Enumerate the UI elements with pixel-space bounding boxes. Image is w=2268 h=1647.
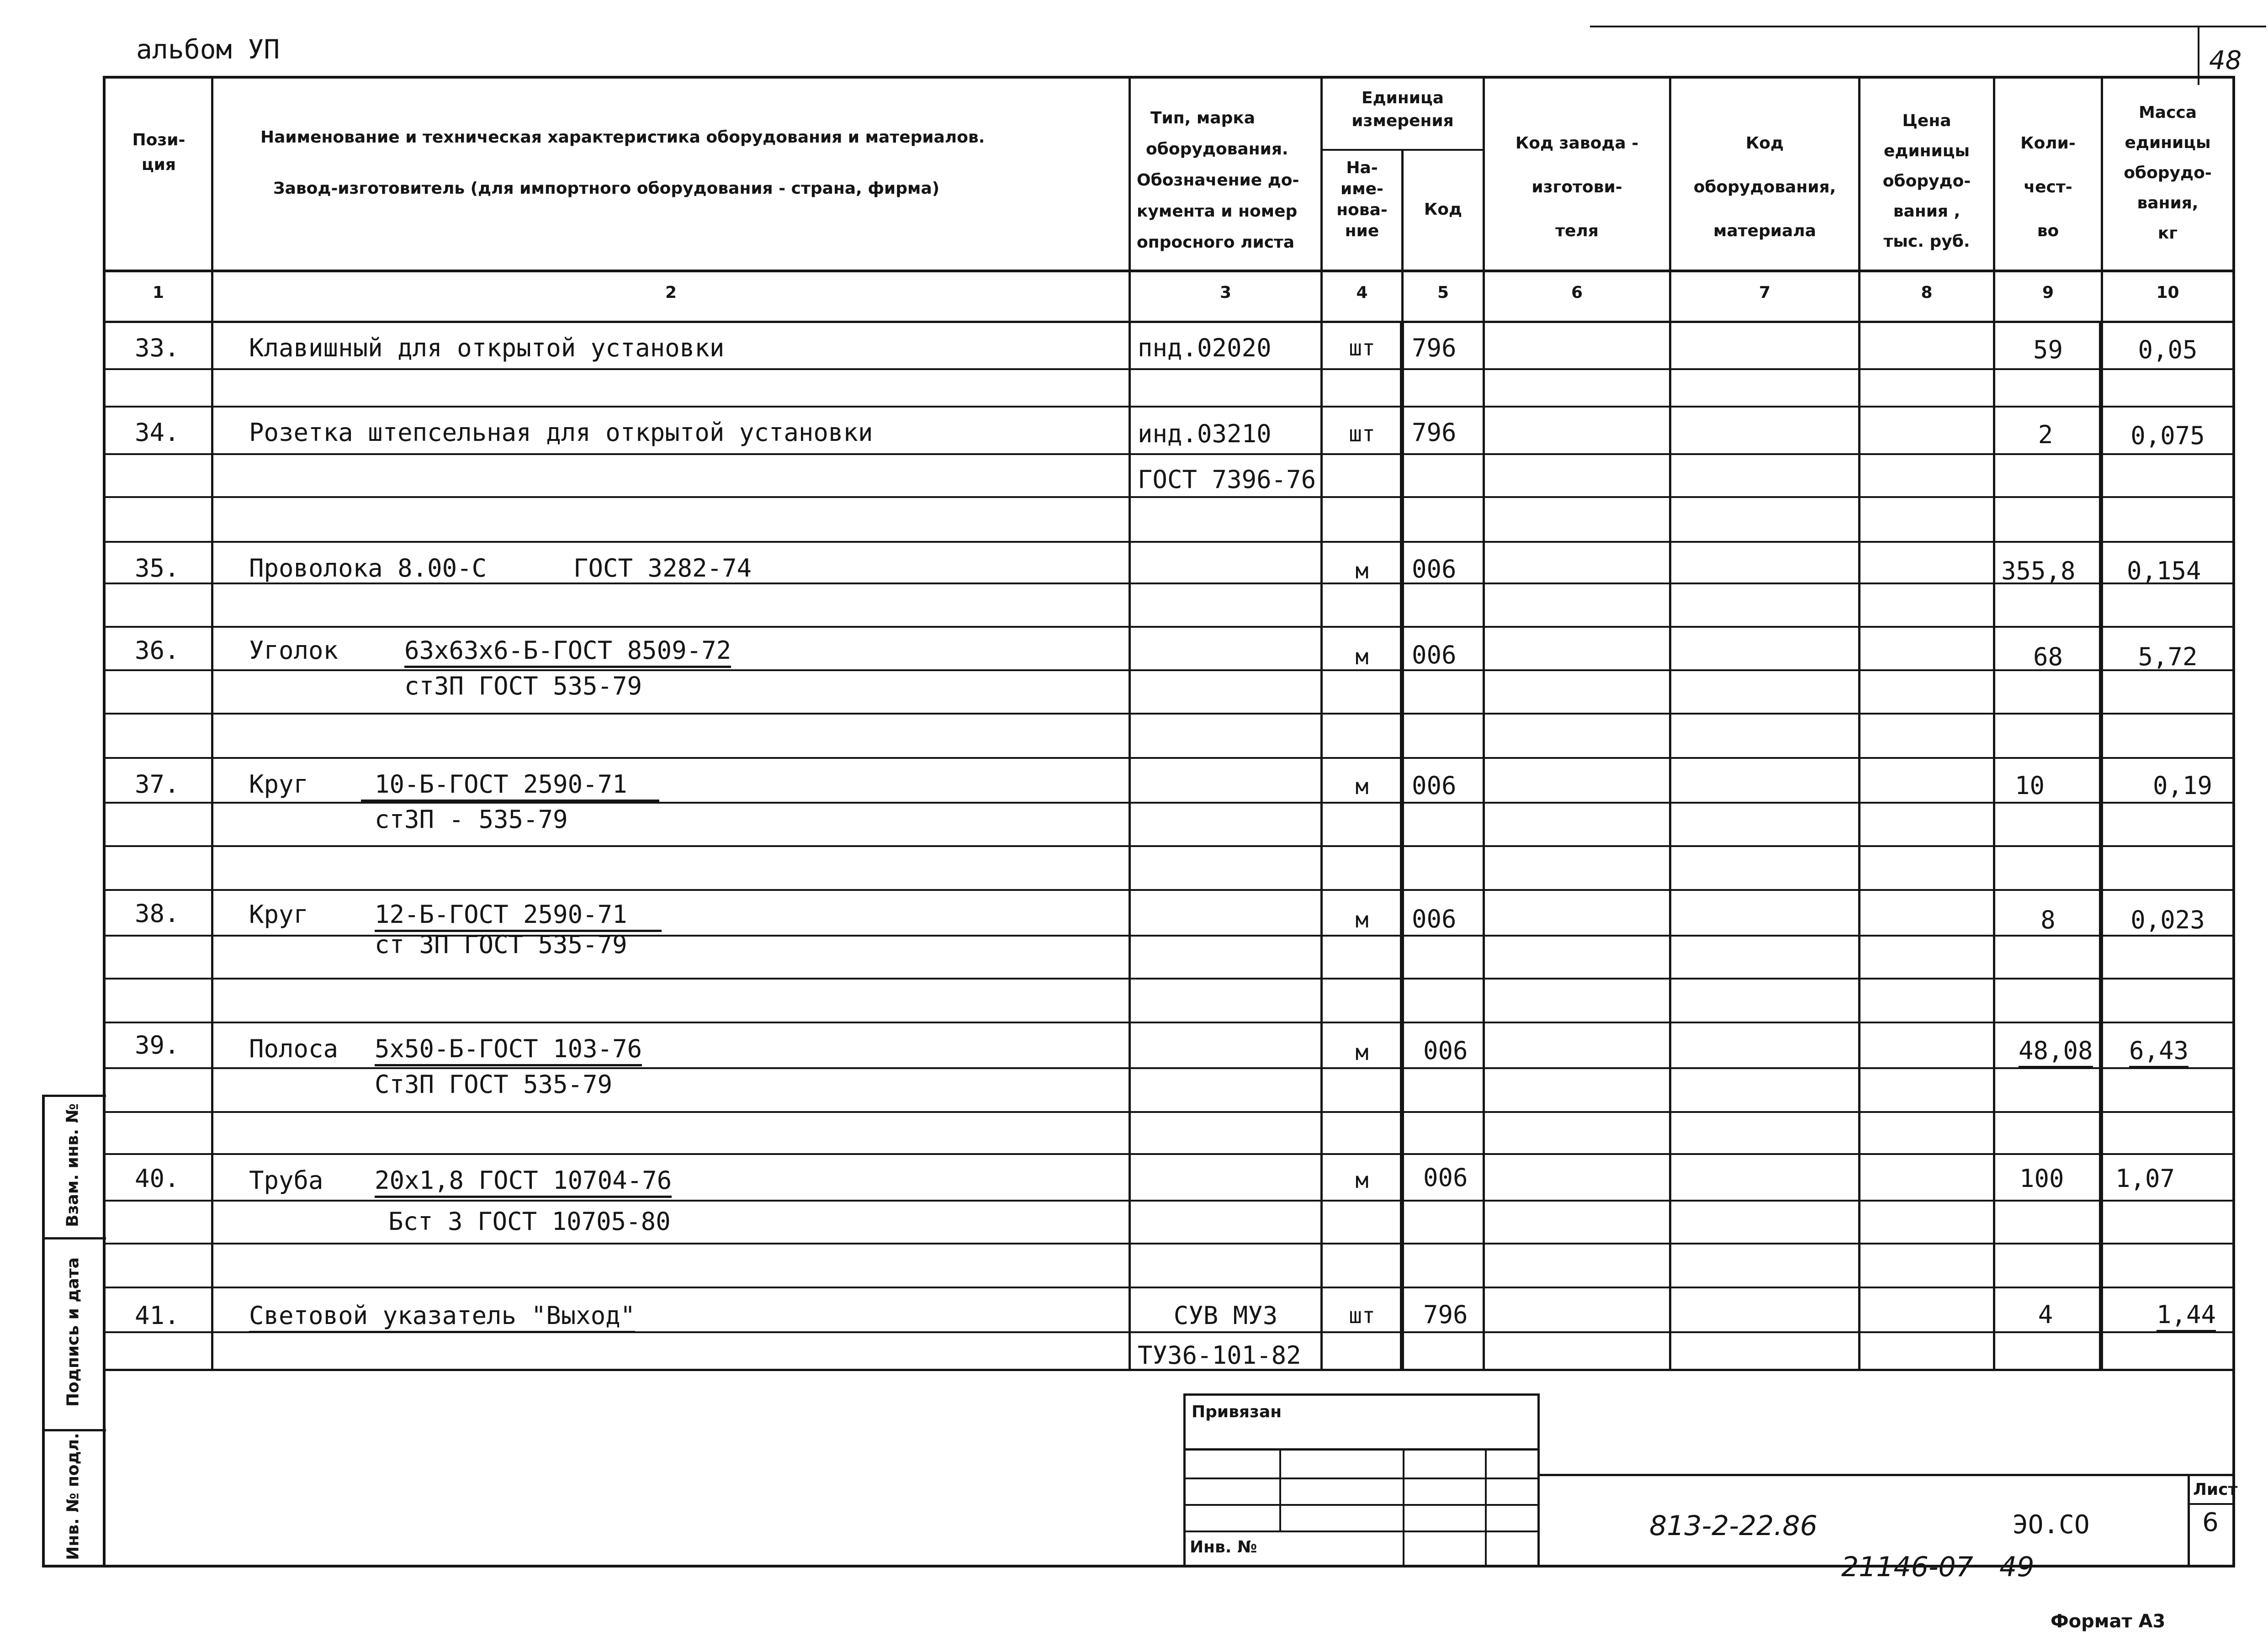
row-38-qty: 8 [2040, 906, 2056, 934]
row-41-pos: 41. [135, 1301, 180, 1330]
col-divider [1483, 76, 1485, 1371]
row-35-name: Проволока 8.00-С [249, 554, 487, 583]
row-line [103, 626, 2234, 628]
row-34-qty: 2 [2038, 420, 2053, 449]
sheet-number: 6 [2202, 1508, 2219, 1537]
row-36-qty: 68 [2033, 642, 2063, 671]
row-37-mass: 0,19 [2153, 771, 2213, 800]
row-34-mass: 0,075 [2130, 421, 2205, 450]
row-36-sub: ст3П ГОСТ 535-79 [404, 672, 642, 700]
row-line [103, 453, 2234, 455]
row-40-code: 006 [1423, 1163, 1468, 1192]
row-41-doc2: ТУ36-101-82 [1138, 1341, 1301, 1370]
inv-no-label: Инв. № [1190, 1538, 1257, 1557]
archive-number: 21146-07 49 [1841, 1551, 2035, 1583]
row-33-qty: 59 [2033, 335, 2063, 364]
row-34-code: 796 [1412, 418, 1457, 447]
row-33-pos: 33. [135, 334, 180, 362]
colnum-9: 9 [2042, 283, 2054, 302]
stamp-podpis-data: Подпись и дата [64, 1257, 83, 1407]
col-divider [1993, 76, 1995, 1371]
header-unit-mass: Масса единицы оборудо- вания, кг [2124, 103, 2212, 243]
colnum-bottom-border [103, 321, 2234, 323]
row-line [103, 583, 2234, 584]
thick-rule [1400, 322, 1404, 1371]
row-line [103, 541, 2234, 543]
row-line [103, 1153, 2234, 1155]
header-position: Пози- ция [132, 131, 185, 174]
header-equipment-code: Код оборудования, материала [1693, 134, 1836, 240]
row-33-unit: шт [1349, 335, 1375, 361]
colnum-10: 10 [2156, 283, 2179, 302]
colnum-6: 6 [1571, 283, 1583, 302]
header-bottom-border [103, 270, 2234, 272]
row-41-qty: 4 [2038, 1300, 2053, 1329]
row-40-spec: 20х1,8 ГОСТ 10704-76 [375, 1166, 672, 1198]
row-39-code: 006 [1423, 1036, 1468, 1065]
header-name-line2: Завод-изготовитель (для импортного оборудования - страна, фирма) [273, 179, 940, 198]
header-factory-code: Код завода - изготови- теля [1515, 134, 1639, 240]
header-unit-code: Код [1424, 200, 1463, 219]
col-divider [211, 76, 213, 1371]
row-39-qty: 48,08 [2019, 1036, 2093, 1068]
row-41-code: 796 [1423, 1300, 1468, 1329]
header-name-line1: Наименование и техническая характеристика оборудования и материалов. [260, 128, 985, 147]
row-41-mass: 1,44 [2157, 1300, 2216, 1332]
row-36-mass: 5,72 [2138, 642, 2198, 671]
side-stamp-left-border [42, 1095, 45, 1567]
row-35-code: 006 [1412, 555, 1457, 583]
row-37-code: 006 [1412, 771, 1457, 800]
row-40-mass: 1,07 [2115, 1164, 2175, 1193]
privyazan-label: Привязан [1192, 1403, 1282, 1421]
row-38-mass: 0,023 [2130, 906, 2205, 934]
stamp-inv-podl: Инв. № подл. [64, 1433, 83, 1560]
colnum-4: 4 [1356, 283, 1368, 302]
row-line [103, 1067, 2234, 1069]
row-line [103, 1022, 2234, 1023]
col-divider [1669, 76, 1671, 1371]
row-34-pos: 34. [135, 418, 180, 447]
row-40-sub: Бст 3 ГОСТ 10705-80 [388, 1207, 671, 1236]
side-stamp-rule [103, 1369, 106, 1567]
row-35-mass: 0,154 [2127, 556, 2201, 585]
title-block-rule [1183, 1393, 1186, 1567]
row-40-pos: 40. [135, 1164, 180, 1193]
title-block-rule [1537, 1393, 1540, 1567]
row-line [103, 802, 2234, 804]
row-38-spec: 12-Б-ГОСТ 2590-71 [375, 900, 662, 932]
row-39-mass: 6,43 [2129, 1036, 2189, 1068]
row-line [103, 669, 2234, 671]
top-rule [1590, 26, 2266, 27]
row-39-name: Полоса [249, 1034, 339, 1063]
row-40-name: Труба [249, 1166, 323, 1195]
row-34-doc2: ГОСТ 7396-76 [1138, 465, 1316, 494]
row-line [103, 368, 2234, 370]
header-quantity: Коли- чест- во [2020, 134, 2076, 240]
album-label: альбом УП [136, 34, 280, 65]
row-37-spec: 10-Б-ГОСТ 2590-71 [361, 770, 659, 802]
row-line [103, 1243, 2234, 1245]
row-line [103, 845, 2234, 847]
col-divider [1129, 76, 1131, 1371]
row-line [103, 1200, 2234, 1202]
colnum-7: 7 [1759, 283, 1771, 302]
row-37-unit: м [1355, 774, 1369, 800]
title-block-rule [2188, 1503, 2234, 1505]
row-37-sub: ст3П - 535-79 [375, 805, 568, 834]
drawing-designation: 813-2-22.86 [1649, 1510, 1818, 1542]
row-38-code: 006 [1412, 905, 1457, 933]
row-line [103, 406, 2234, 408]
colnum-3: 3 [1219, 283, 1232, 302]
row-line [103, 978, 2234, 980]
colnum-1: 1 [152, 283, 164, 302]
row-33-name: Клавишный для открытой установки [249, 334, 725, 362]
row-line [103, 496, 2234, 498]
table-top-border [103, 76, 2234, 79]
row-34-name: Розетка штепсельная для открытой установки [249, 418, 873, 447]
row-38-pos: 38. [135, 899, 180, 928]
header-unit-name: На- име- нова- ние [1336, 159, 1388, 240]
row-37-qty: 10 [2015, 771, 2045, 800]
row-37-name: Круг [249, 770, 309, 799]
row-line [103, 1111, 2234, 1113]
row-36-name: Уголок [249, 636, 339, 665]
sheet-label: Лист [2193, 1480, 2238, 1499]
row-line [103, 1287, 2234, 1288]
row-41-doc: СУВ МУЗ [1173, 1301, 1278, 1330]
stamp-vzam-inv: Взам. инв. № [63, 1103, 82, 1227]
row-41-name: Световой указатель "Выход" [249, 1301, 635, 1333]
row-33-mass: 0,05 [2138, 335, 2198, 364]
section-code: ЭО.СО [2013, 1510, 2090, 1540]
colnum-8: 8 [1921, 283, 1933, 302]
col-divider [1858, 76, 1860, 1371]
row-37-pos: 37. [135, 770, 180, 799]
title-block-rule [1183, 1393, 1540, 1396]
row-33-code: 796 [1412, 334, 1457, 362]
row-line [103, 713, 2234, 715]
row-line [103, 757, 2234, 759]
header-unit-price: Цена единицы оборудо- вания , тыс. руб. [1882, 111, 1971, 251]
thick-rule [2099, 322, 2103, 1371]
row-39-pos: 39. [135, 1031, 180, 1059]
row-39-spec: 5х50-Б-ГОСТ 103-76 [375, 1034, 642, 1066]
row-38-name: Круг [249, 900, 309, 929]
row-36-unit: м [1355, 644, 1369, 670]
row-35-standard: ГОСТ 3282-74 [573, 554, 752, 583]
row-line [103, 889, 2234, 891]
title-block-rule [1279, 1448, 1281, 1530]
row-35-pos: 35. [135, 554, 180, 583]
colnum-5: 5 [1437, 283, 1449, 302]
row-40-qty: 100 [2019, 1164, 2064, 1193]
row-33-doc: пнд.02020 [1138, 334, 1272, 362]
page-number: 48 [2209, 46, 2242, 75]
row-36-spec: 63х63х6-Б-ГОСТ 8509-72 [404, 636, 731, 668]
colnum-2: 2 [665, 283, 677, 302]
row-34-unit: шт [1349, 421, 1375, 447]
row-36-code: 006 [1412, 641, 1457, 669]
row-39-sub: Ст3П ГОСТ 535-79 [375, 1070, 613, 1099]
row-40-unit: м [1355, 1168, 1369, 1193]
row-34-doc: инд.03210 [1138, 419, 1272, 448]
row-38-sub: ст 3П ГОСТ 535-79 [375, 930, 627, 959]
row-39-unit: м [1355, 1040, 1369, 1065]
row-38-unit: м [1355, 907, 1369, 933]
title-block-rule [1403, 1448, 1404, 1567]
title-block-rule [1485, 1448, 1487, 1567]
format-label: Формат А3 [2051, 1611, 2166, 1632]
table-right-border [2232, 76, 2235, 1371]
row-41-unit: шт [1349, 1303, 1375, 1329]
header-type-doc: Тип, марка оборудования. Обозначение до- кумента и номер опросного листа [1137, 109, 1299, 252]
row-36-pos: 36. [135, 636, 180, 665]
row-35-qty: 355,8 [2001, 556, 2076, 585]
title-block-rule [1540, 1474, 2234, 1476]
header-unit-group: Единица измерения [1351, 89, 1454, 130]
table-left-border [103, 76, 106, 1371]
row-35-unit: м [1355, 558, 1369, 584]
